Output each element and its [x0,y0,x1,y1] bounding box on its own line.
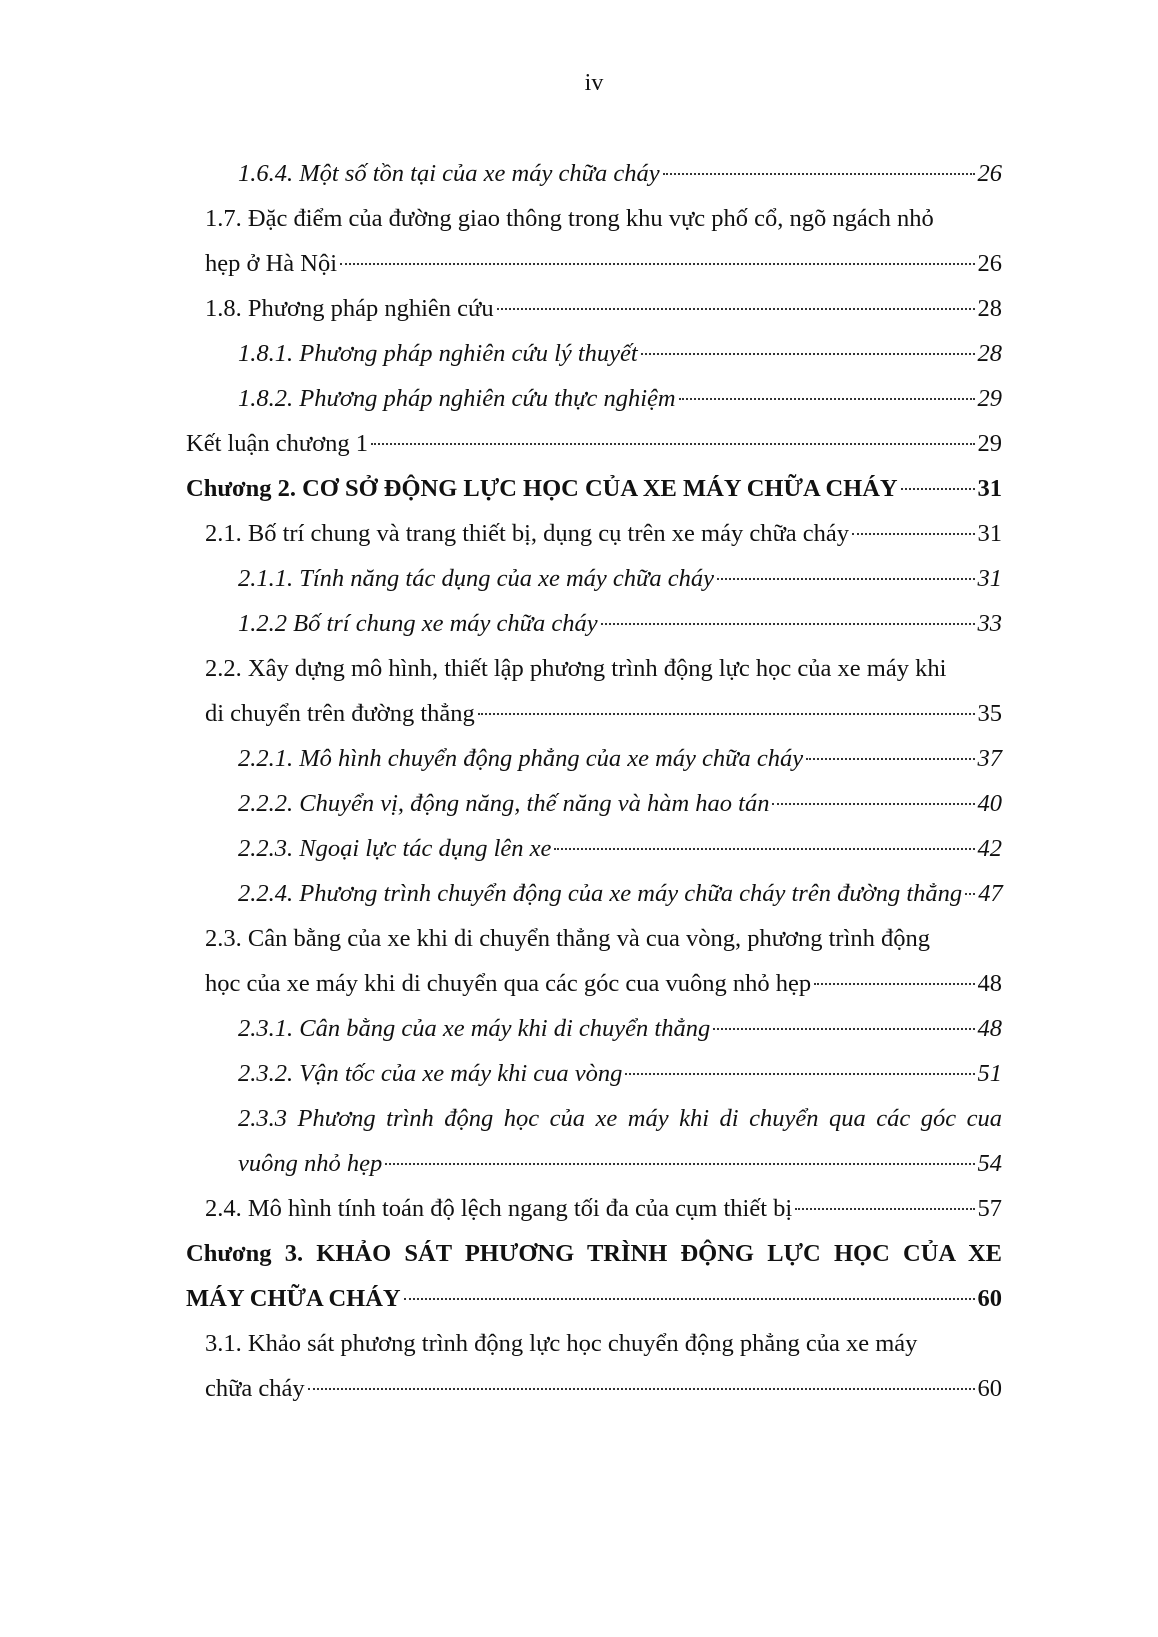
toc-entry-title: hẹp ở Hà Nội [205,250,338,277]
toc-entry-title: Chương 2. CƠ SỞ ĐỘNG LỰC HỌC CỦA XE MÁY CHỮA CHÁY [186,475,898,502]
toc-page-number: 37 [977,745,1002,772]
toc-page-number: 31 [977,565,1002,592]
toc-page-number: 48 [977,970,1002,997]
toc-entry-title: di chuyển trên đường thẳng [205,700,475,727]
dot-leader [308,1388,975,1390]
toc-entry-title: 2.2.1. Mô hình chuyển động phẳng của xe máy chữa cháy [238,745,804,772]
toc-page-number: 40 [977,790,1002,817]
toc-entry-title: 2.3.1. Cân bằng của xe máy khi di chuyển thẳng [238,1015,711,1042]
dot-leader [371,443,974,445]
toc-entry-title: 2.3.2. Vận tốc của xe máy khi cua vòng [238,1060,623,1087]
toc-entry-title: 1.8. Phương pháp nghiên cứu [205,295,494,322]
dot-leader [901,488,975,490]
toc-page-number: 51 [977,1060,1002,1087]
toc-entry-title: 1.7. Đặc điểm của đường giao thông trong khu vực phố cổ, ngõ ngách nhỏ [205,205,934,232]
toc-entry-title: 3.1. Khảo sát phương trình động lực học chuyển động phẳng của xe máy [205,1330,918,1357]
toc-entry[interactable] [205,696,1002,741]
dot-leader [404,1298,975,1300]
toc-page-number: 42 [977,835,1002,862]
dot-leader [852,533,975,535]
toc-entry[interactable] [205,516,1002,561]
toc-entry-title: MÁY CHỮA CHÁY [186,1285,401,1312]
toc-page-number: 48 [977,1015,1002,1042]
toc-entry[interactable] [238,336,1002,381]
dot-leader [795,1208,974,1210]
toc-page-number: 35 [977,700,1002,727]
toc-entry-line[interactable] [238,1101,1002,1146]
toc-entry-title: 2.2.3. Ngoại lực tác dụng lên xe [238,835,552,862]
dot-leader [601,623,975,625]
dot-leader [385,1163,974,1165]
toc-entry-line[interactable] [205,651,1002,696]
toc-entry-line[interactable] [205,921,1002,966]
toc-page-number: 28 [977,340,1002,367]
toc-entry[interactable] [238,1056,1002,1101]
toc-entry[interactable] [186,1281,1002,1326]
toc-entry[interactable] [238,381,1002,426]
toc-entry[interactable] [238,156,1002,201]
dot-leader [641,353,975,355]
toc-page-number: 60 [977,1285,1002,1312]
toc-entry-title: 1.6.4. Một số tồn tại của xe máy chữa cháy [238,160,660,187]
toc-entry-title: 2.4. Mô hình tính toán độ lệch ngang tối đa của cụm thiết bị [205,1195,793,1222]
dot-leader [717,578,974,580]
toc-page-number: 31 [977,475,1002,502]
toc-entry[interactable] [186,426,1002,471]
toc-entry-title: 2.1.1. Tính năng tác dụng của xe máy chữa cháy [238,565,715,592]
toc-entry-line[interactable] [205,1326,1002,1371]
toc-entry[interactable] [205,291,1002,336]
toc-entry[interactable] [238,876,1002,921]
dot-leader [340,263,974,265]
toc-entry-title: Chương 3. KHẢO SÁT PHƯƠNG TRÌNH ĐỘNG LỰC HỌC CỦA XE [186,1240,1002,1267]
toc-entry-title: 1.8.2. Phương pháp nghiên cứu thực nghiệm [238,385,676,412]
toc-page-number: 28 [977,295,1002,322]
toc-page-number: 26 [977,160,1002,187]
toc-entry[interactable] [186,471,1002,516]
toc-entry-title: 1.8.1. Phương pháp nghiên cứu lý thuyết [238,340,638,367]
toc-entry[interactable] [238,1146,1002,1191]
dot-leader [663,173,975,175]
toc-entry-title: 2.2.2. Chuyển vị, động năng, thế năng và hàm hao tán [238,790,770,817]
toc-page-number: 33 [977,610,1002,637]
toc-entry[interactable] [238,741,1002,786]
dot-leader [814,983,974,985]
toc-entry[interactable] [238,786,1002,831]
toc-page-number: 54 [977,1150,1002,1177]
dot-leader [554,848,974,850]
dot-leader [772,803,974,805]
toc-entry[interactable] [205,246,1002,291]
page-number: iv [584,70,604,96]
dot-leader [478,713,975,715]
toc-entry-title: chữa cháy [205,1375,305,1402]
toc-page-number: 29 [977,385,1002,412]
toc-entry[interactable] [205,1371,1002,1416]
toc-page-number: 31 [977,520,1002,547]
toc-entry-line[interactable] [205,201,1002,246]
dot-leader [625,1073,974,1075]
toc-page-number: 29 [977,430,1002,457]
toc-entry[interactable] [205,966,1002,1011]
toc-entry[interactable] [238,831,1002,876]
toc-entry-title: 2.3. Cân bằng của xe khi di chuyển thẳng và cua vòng, phương trình động [205,925,931,952]
toc-entry[interactable] [238,561,1002,606]
dot-leader [965,893,975,895]
toc-page-number: 47 [978,880,1003,907]
toc-entry-title: học của xe máy khi di chuyển qua các góc cua vuông nhỏ hẹp [205,970,812,997]
toc-entry-title: vuông nhỏ hẹp [238,1150,383,1177]
toc-entry-line[interactable] [186,1236,1002,1281]
toc-page-number: 57 [977,1195,1002,1222]
dot-leader [806,758,974,760]
toc-entry[interactable] [238,606,1002,651]
toc-entry-title: Kết luận chương 1 [186,430,369,457]
toc-entry-title: 2.2.4. Phương trình chuyển động của xe máy chữa cháy trên đường thẳng [238,880,963,907]
toc-entry-title: 2.1. Bố trí chung và trang thiết bị, dụng cụ trên xe máy chữa cháy [205,520,849,547]
toc-page-number: 60 [977,1375,1002,1402]
toc-entry[interactable] [238,1011,1002,1056]
toc-entry-title: 2.2. Xây dựng mô hình, thiết lập phương trình động lực học của xe máy khi [205,655,947,682]
toc-page-number: 26 [977,250,1002,277]
dot-leader [679,398,975,400]
toc-entry-title: 1.2.2 Bố trí chung xe máy chữa cháy [238,610,598,637]
dot-leader [713,1028,974,1030]
dot-leader [497,308,975,310]
toc-entry-title: 2.3.3 Phương trình động học của xe máy khi di chuyển qua các góc cua [238,1105,1002,1132]
toc-entry[interactable] [205,1191,1002,1236]
